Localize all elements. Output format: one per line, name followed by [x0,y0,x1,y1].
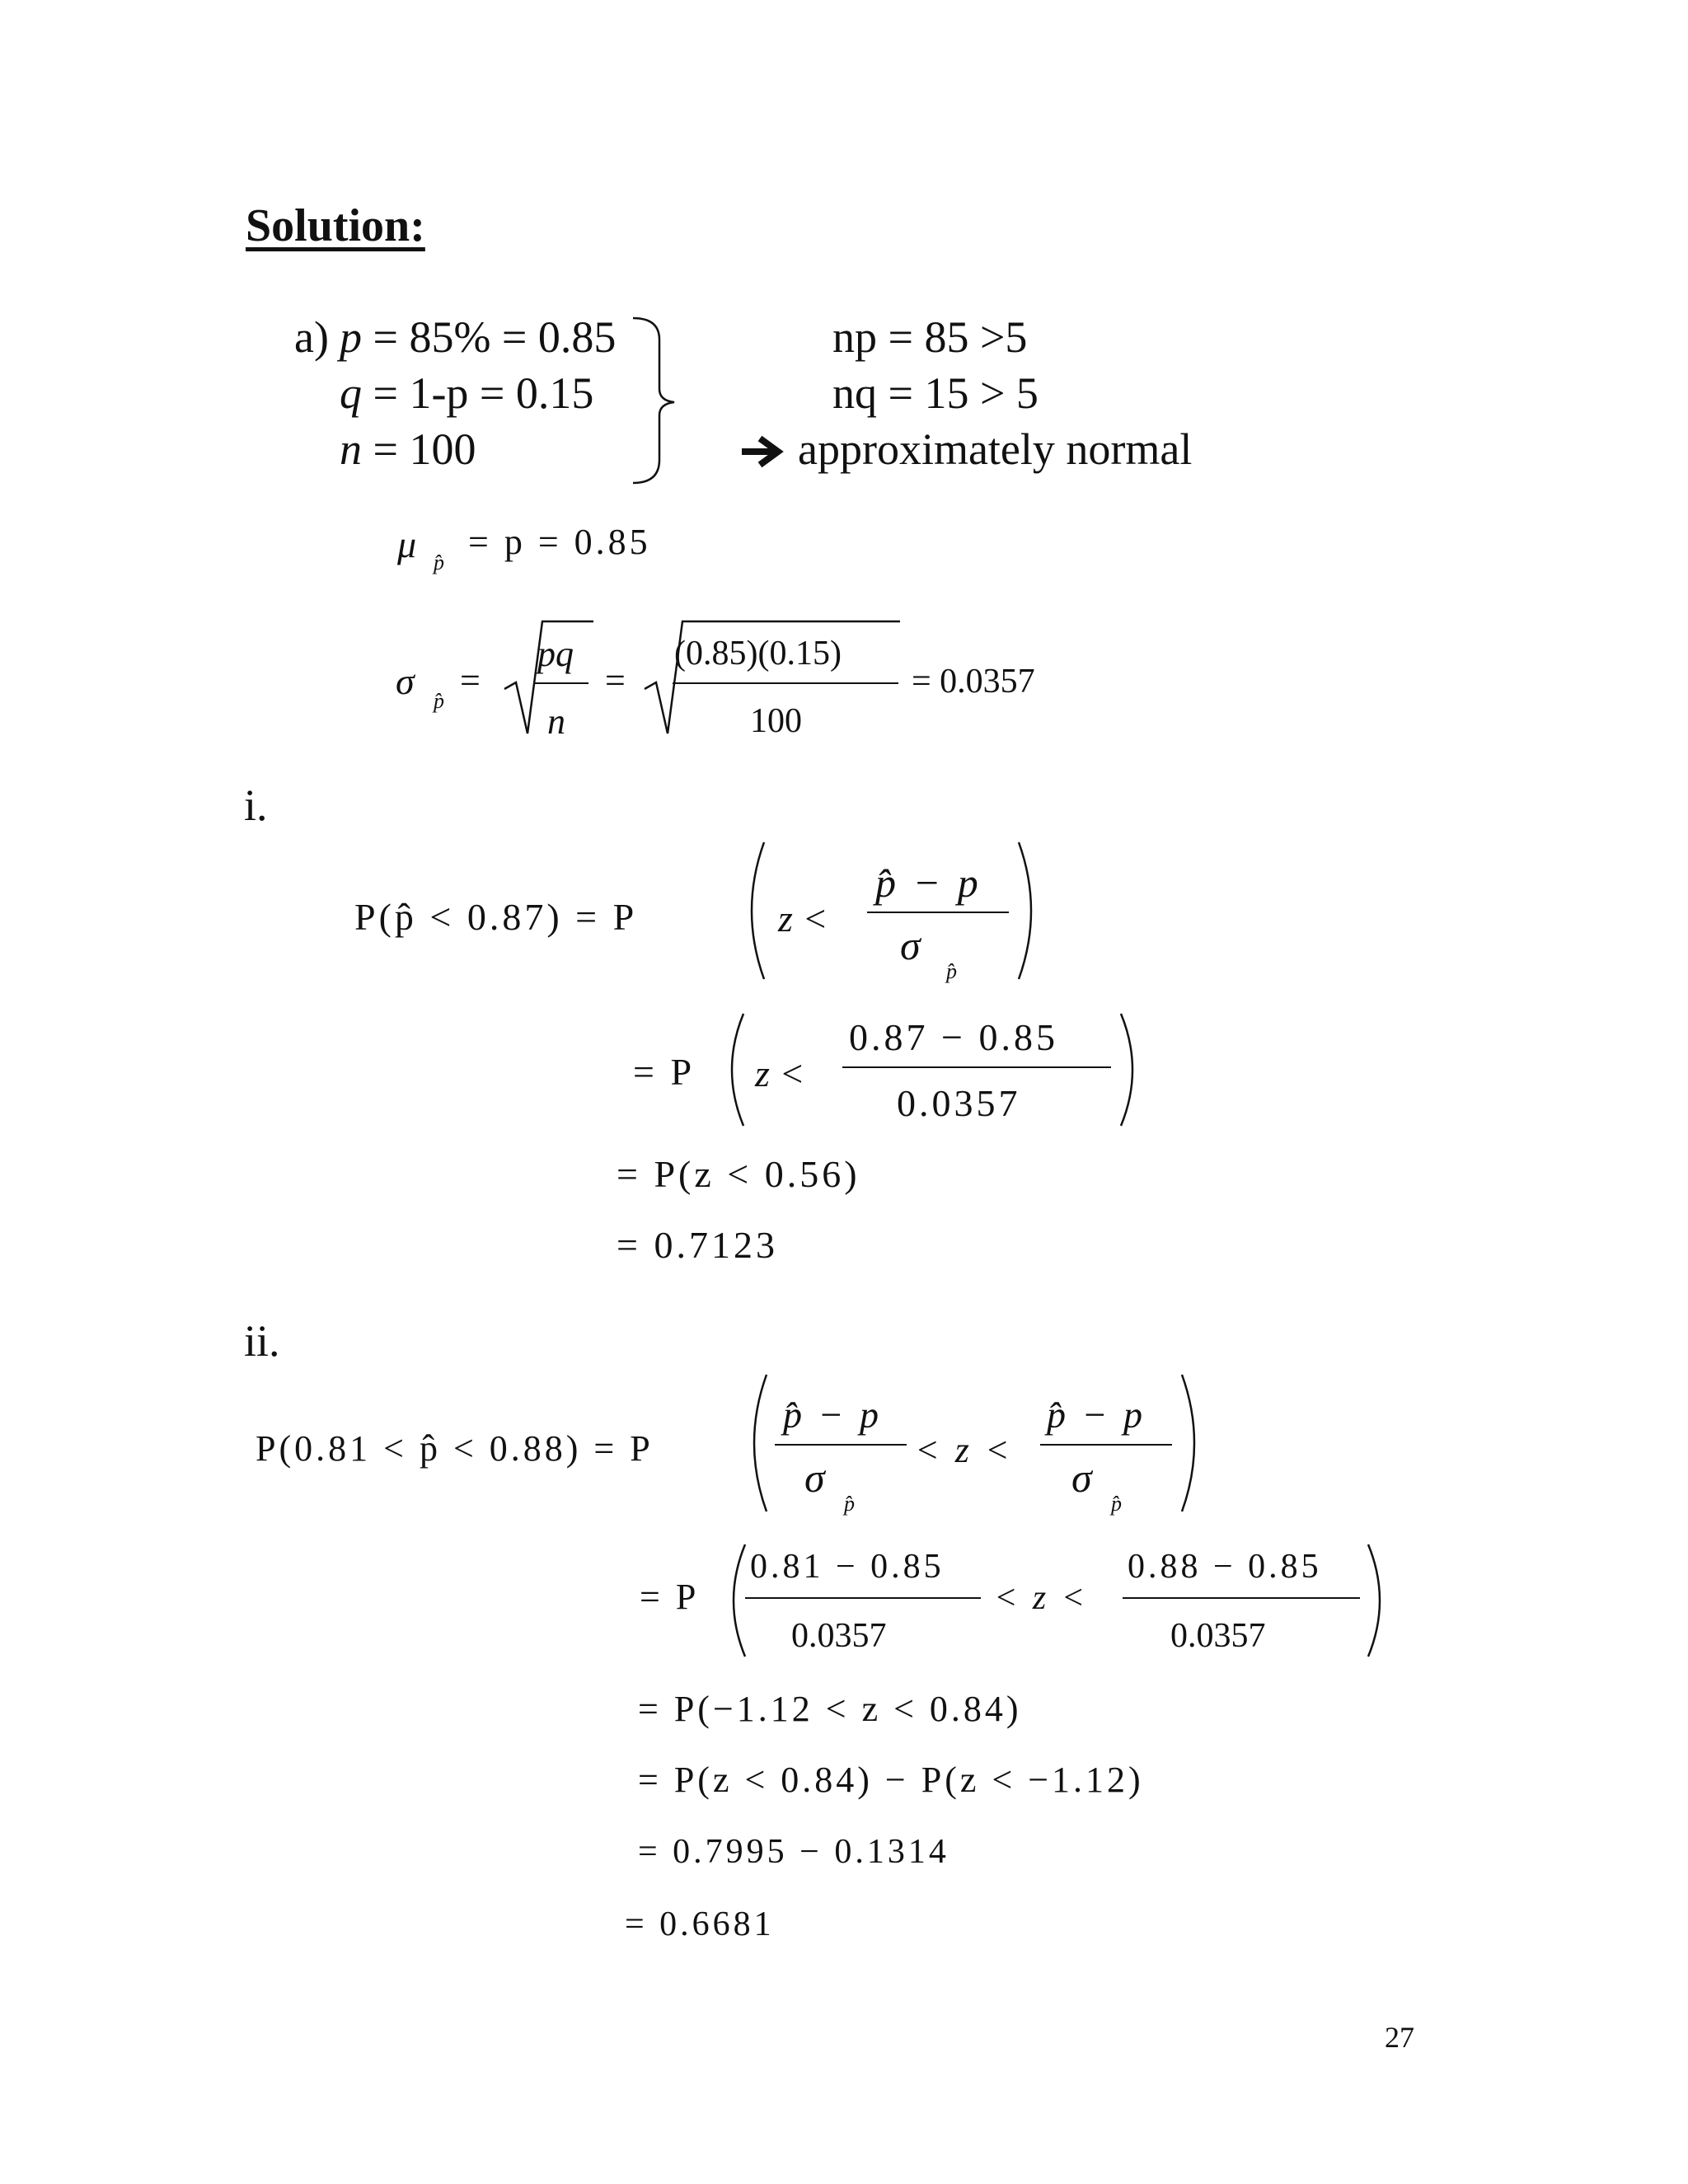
given-n: n = 100 [340,424,476,474]
part-ii-sigma-sub-2: p̂ [1111,1492,1122,1516]
sd-fraction-bar [673,682,898,684]
part-i-eq3: = P(z < 0.56) [617,1153,860,1195]
part-ii-eq2-bar-2 [1123,1597,1360,1599]
part-ii-sigma-1: σ [804,1455,825,1501]
part-ii-lhs: P(0.81 < p̂ < 0.88) = P [256,1428,654,1469]
right-paren-icon [1114,1012,1147,1127]
right-paren-icon [1362,1543,1395,1658]
left-paren-icon [717,1012,750,1127]
sigma-symbol: σ [396,660,415,702]
part-ii-mid: < z < [915,1430,1013,1470]
part-ii-frac-num-1: p̂ − p [783,1394,883,1436]
part-i-eq2-bar [842,1066,1111,1068]
part-i-sigma-sub: p̂ [946,959,957,983]
check-np: np = 85 >5 [832,312,1028,362]
part-ii-eq3: = P(−1.12 < z < 0.84) [638,1689,1022,1729]
left-paren-icon [740,1373,773,1513]
right-brace-icon [626,315,692,488]
part-ii-eq5: = 0.7995 − 0.1314 [638,1833,950,1871]
part-ii-eq2-mid: < z < [994,1579,1089,1617]
part-i-sigma: σ [900,922,921,968]
part-i-label: i. [244,780,268,830]
part-i-z-lt: z < [778,898,828,940]
part-ii-eq2-den-1: 0.0357 [791,1617,887,1655]
sd-equals-2: = [605,660,626,701]
part-i-result: = 0.7123 [617,1224,778,1266]
part-i-frac-num: p̂ − p [875,860,982,906]
sigma-subscript: p̂ [434,689,444,713]
sd-frac-num: pq [537,634,574,674]
given-q: q = 1-p = 0.15 [340,368,594,418]
part-i-eq2-prefix: = P [633,1051,696,1093]
part-i-lhs: P(p̂ < 0.87) = P [354,896,638,938]
part-ii-label: ii. [244,1316,280,1366]
sd-frac-bar [534,682,588,684]
sd-den-value: 100 [750,702,802,740]
part-ii-eq4: = P(z < 0.84) − P(z < −1.12) [638,1760,1144,1800]
sd-equals-1: = [460,660,481,701]
page-number: 27 [1385,2021,1414,2054]
right-paren-icon [1012,841,1045,981]
part-ii-sigma-2: σ [1071,1455,1092,1501]
part-i-eq2-num: 0.87 − 0.85 [849,1016,1058,1058]
mu-symbol: μ [397,523,417,565]
sd-num-values: (0.85)(0.15) [674,635,842,673]
part-ii-eq2-num-1: 0.81 − 0.85 [750,1548,945,1586]
conclusion-text: approximately normal [798,424,1193,474]
part-ii-eq2-den-2: 0.0357 [1170,1617,1266,1655]
part-ii-frac-bar-2 [1040,1444,1172,1446]
part-a-label: a) [294,312,329,362]
part-ii-frac-num-2: p̂ − p [1047,1394,1146,1436]
mu-subscript: p̂ [434,551,444,574]
part-ii-eq2-prefix: = P [640,1577,700,1617]
sd-frac-den: n [547,701,565,742]
right-arrow-icon [740,435,786,468]
part-ii-result: = 0.6681 [625,1905,775,1943]
part-i-eq2-den: 0.0357 [897,1082,1021,1124]
part-ii-frac-bar-1 [775,1444,907,1446]
part-i-frac-bar [867,912,1009,913]
right-paren-icon [1175,1373,1208,1513]
part-ii-eq2-num-2: 0.88 − 0.85 [1128,1548,1322,1586]
given-p: p = 85% = 0.85 [340,312,617,362]
left-paren-icon [719,1543,752,1658]
part-ii-eq2-bar-1 [745,1597,981,1599]
mean-rhs: = p = 0.85 [468,522,651,562]
sd-result: = 0.0357 [912,663,1035,701]
check-nq: nq = 15 > 5 [832,368,1039,418]
solution-heading: Solution: [246,200,425,251]
part-i-z-lt: z < [755,1052,805,1094]
part-ii-sigma-sub-1: p̂ [844,1492,855,1516]
left-paren-icon [738,841,771,981]
